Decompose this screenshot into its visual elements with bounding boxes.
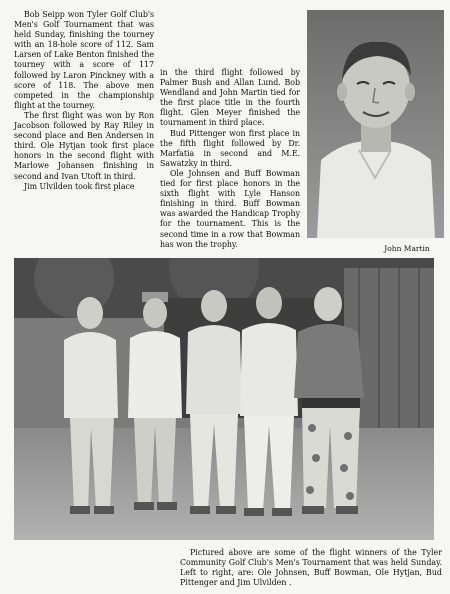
article-paragraph: Ole Johnsen and Buff Bowman tied for first place honors in the sixth flight with Lyle Hanson finishing in third. Buff Bowman was awarded the Handicap Trophy for the tournament. This is the second time in a row that Bowman has won the trophy. [160,168,300,249]
portrait-caption: John Martin [384,244,430,253]
article-paragraph: in the third flight followed by Palmer Bush and Allan Lund. Bob Wendland and John Martin tied for the first place title in the fourth flight. Glen Meyer finished the tournament in third place. [160,68,300,128]
article-paragraph: Jim Ulvilden took first place [24,181,135,191]
group-photo [14,258,434,540]
portrait-photo [307,10,444,238]
caption-text: Pictured above are some of the flight winners of the Tyler Community Golf Club's Men's Tournament that was held Sunday. Left to right, are: Ole Johnsen, Buff Bowman, Ole Hytjan, Bud Pittenger and Jim Ulvilden . [180,548,442,587]
article-paragraph: The first flight was won by Ron Jacobson followed by Ray Riley in second place and Ben Andersen in third. Ole Hytjan took first place honors in the second flight with Marlowe Johansen finishing in second and Ivan Utoft in third. [14,110,154,181]
article-paragraph: Bob Seipp won Tyler Golf Club's Men's Golf Tournament that was held Sunday, finishing the tourney with an 18-hole score of 112. Sam Larsen of Lake Benton finished the tourney with a score of 117 followed by Laron Pinckney with a score of 118. The above men competed in the championship flight at the tourney. [14,10,154,110]
group-photo-caption [180,548,442,588]
article-column-1 [14,10,154,192]
article-column-2 [160,68,300,250]
article-paragraph: Bud Pittenger won first place in the fifth flight followed by Dr. Marfatia in second and M.E. Sawatzky in third. [160,128,300,168]
